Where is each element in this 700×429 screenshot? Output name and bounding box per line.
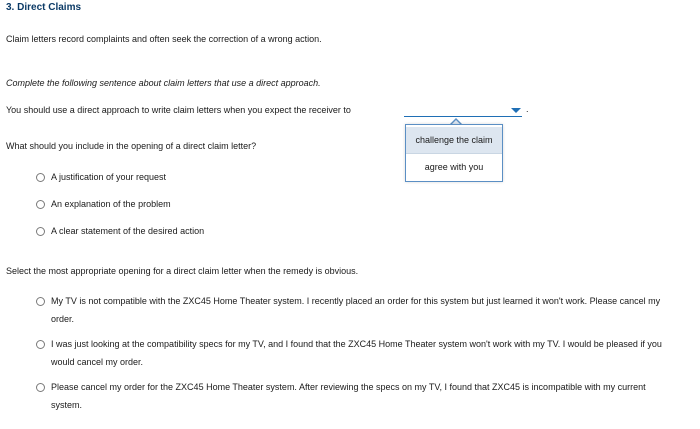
dropdown-option-agree[interactable]: agree with you <box>406 153 502 180</box>
q1-option-2-label: An explanation of the problem <box>51 199 171 209</box>
chevron-down-icon[interactable] <box>511 108 521 113</box>
radio-q1-option-3[interactable] <box>36 227 45 236</box>
q2-option-2-label: I was just looking at the compatibility specs for my TV, and I found that the ZXC45 Home Theater system won't work with my TV. I would be pleased if you would cancel my order. <box>51 339 662 367</box>
answer-dropdown[interactable] <box>404 104 522 117</box>
radio-q1-option-1[interactable] <box>36 173 45 182</box>
q1-option-1-label: A justification of your request <box>51 172 167 182</box>
sentence-text: You should use a direct approach to write claim letters when you expect the receiver to <box>6 105 351 115</box>
radio-q2-option-2[interactable] <box>36 340 45 349</box>
q2-option-1-label: My TV is not compatible with the ZXC45 Home Theater system. I recently placed an order for this system but just learned it won't work. Please cancel my order. <box>51 296 661 324</box>
dropdown-menu <box>405 124 503 182</box>
question1-prompt: What should you include in the opening of a direct claim letter? <box>6 141 257 151</box>
radio-q1-option-2[interactable] <box>36 200 45 209</box>
q1-option-3-label: A clear statement of the desired action <box>51 226 205 236</box>
radio-q2-option-3[interactable] <box>36 383 45 392</box>
intro-text: Claim letters record complaints and often seek the correction of a wrong action. <box>6 34 322 44</box>
section-title: 3. Direct Claims <box>6 2 82 13</box>
dropdown-option-challenge[interactable]: challenge the claim <box>406 127 502 153</box>
question2-prompt: Select the most appropriate opening for a direct claim letter when the remedy is obvious. <box>6 266 359 276</box>
instruction-text: Complete the following sentence about claim letters that use a direct approach. <box>6 78 321 88</box>
sentence-end: . <box>526 104 529 114</box>
q2-option-3-label: Please cancel my order for the ZXC45 Home Theater system. After reviewing the specs on my TV, I found that ZXC45 is incompatible with my current system. <box>51 382 646 410</box>
radio-q2-option-1[interactable] <box>36 297 45 306</box>
